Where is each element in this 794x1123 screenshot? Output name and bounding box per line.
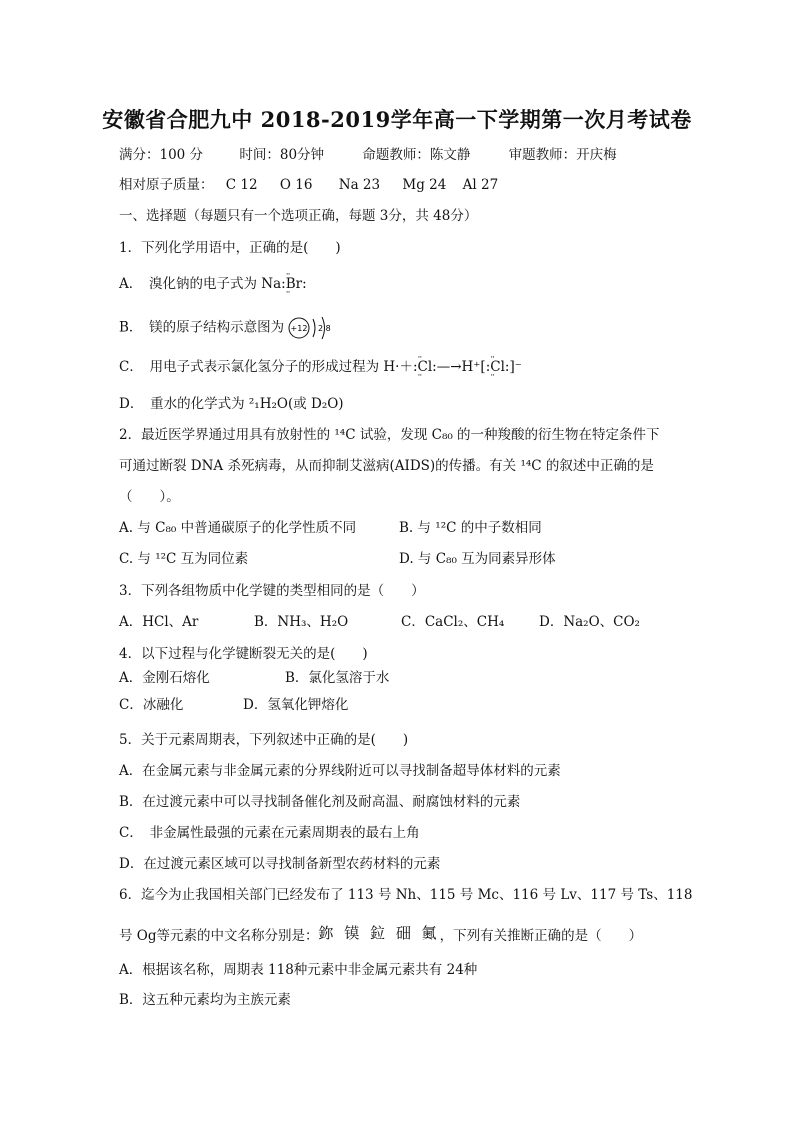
question-3-option-b: B．NH₃、H₂O	[254, 614, 349, 630]
question-6-option-a: A．根据该名称，周期表 118种元素中非金属元素共有 24种	[119, 962, 478, 978]
exam-meta	[119, 146, 617, 164]
section-heading: 一、选择题（每题只有一个选项正确，每题 3分，共 48分）	[119, 208, 478, 224]
chloride-electron-dots: ·· Cl ··	[490, 358, 505, 376]
question-2-line-3: （ ）。	[119, 489, 180, 505]
question-6-option-b: B．这五种元素均为主族元素	[119, 992, 291, 1008]
question-5-option-b: B．在过渡元素中可以寻找制备催化剂及耐高温、耐腐蚀材料的元素	[119, 794, 521, 810]
question-6-line-2: 号 Og等元素的中文名称分别是：鉨 镆 鉝 鿬 鿫，下列有关推断正确的是（ ）	[119, 924, 643, 944]
question-4-stem: 4．以下过程与化学键断裂无关的是( )	[119, 646, 368, 662]
chlorine-electron-dots: ·· Cl ··	[418, 358, 433, 376]
question-1-option-d: D． 重水的化学式为 ²₁H₂O(或 D₂O)	[119, 396, 344, 412]
score-info: 满分：100 分	[119, 147, 204, 163]
question-3-option-a: A．HCl、Ar	[119, 614, 199, 630]
question-6-line-1: 6．迄今为止我国相关部门已经发布了 113 号 Nh、115 号 Mc、116 号 Lv、117 号 Ts、118	[119, 887, 693, 903]
question-1-option-b: B． 镁的原子结构示意图为 +12 2 8	[119, 315, 336, 341]
question-3-option-d: D．Na₂O、CO₂	[539, 614, 640, 630]
question-4-option-c: C．冰融化	[119, 697, 184, 713]
question-4-option-b: B．氯化氢溶于水	[285, 670, 390, 686]
question-3-option-c: C．CaCl₂、CH₄	[401, 614, 505, 630]
mass-c: C 12	[225, 177, 258, 193]
question-1-option-c: C． 用电子式表示氯化氢分子的形成过程为 H·＋:·· Cl ··:—→H⁺[:·· Cl ··:]⁻	[119, 358, 522, 376]
mass-o: O 16	[279, 177, 313, 193]
reviewer-info: 审题教师：开庆梅	[508, 147, 617, 163]
svg-text:+12: +12	[291, 324, 308, 333]
magnesium-atom-diagram-icon	[288, 315, 336, 341]
bromide-electron-dots: ·· Br ··	[286, 275, 302, 293]
question-2-option-b: B. 与 ¹²C 的中子数相同	[399, 520, 542, 536]
mass-na: Na 23	[338, 177, 381, 193]
author-info: 命题教师：陈文静	[362, 147, 471, 163]
time-info: 时间：80分钟	[239, 147, 325, 163]
question-2-option-a: A. 与 C₈₀ 中普通碳原子的化学性质不同	[119, 520, 357, 536]
svg-text:2 8: 2 8	[318, 324, 332, 333]
question-4-option-d: D．氢氧化钾熔化	[243, 697, 349, 713]
question-5-stem: 5．关于元素周期表，下列叙述中正确的是( )	[119, 732, 409, 748]
element-names: 鉨 镆 鉝 鿬 鿫	[318, 924, 440, 942]
mass-al: Al 27	[462, 177, 499, 193]
question-2-option-c: C. 与 ¹²C 互为同位素	[119, 551, 249, 567]
page-title: 安徽省合肥九中 2018-2019学年高一下学期第一次月考试卷	[102, 107, 692, 132]
atomic-masses-label: 相对原子质量：	[119, 177, 214, 193]
atomic-masses	[119, 176, 498, 194]
mass-mg: Mg 24	[402, 177, 447, 193]
question-1-option-a: A． 溴化钠的电子式为 Na:·· Br ··:	[119, 275, 307, 293]
question-2-line-1: 2．最近医学界通过用具有放射性的 ¹⁴C 试验，发现 C₈₀ 的一种羧酸的衍生物在特定条件下	[119, 427, 660, 443]
question-5-option-c: C． 非金属性最强的元素在元素周期表的最右上角	[119, 825, 420, 841]
question-4-option-a: A．金刚石熔化	[119, 670, 210, 686]
question-1-stem: 1．下列化学用语中，正确的是( )	[119, 240, 341, 256]
question-5-option-a: A．在金属元素与非金属元素的分界线附近可以寻找制备超导体材料的元素	[119, 763, 561, 779]
question-2-line-2: 可通过断裂 DNA 杀死病毒，从而抑制艾滋病(AIDS)的传播。有关 ¹⁴C 的叙述中正确的是	[119, 458, 654, 474]
question-5-option-d: D．在过渡元素区域可以寻找制备新型农药材料的元素	[119, 856, 441, 872]
question-2-option-d: D. 与 C₈₀ 互为同素异形体	[399, 551, 556, 567]
question-3-stem: 3．下列各组物质中化学键的类型相同的是（ ）	[119, 583, 425, 599]
